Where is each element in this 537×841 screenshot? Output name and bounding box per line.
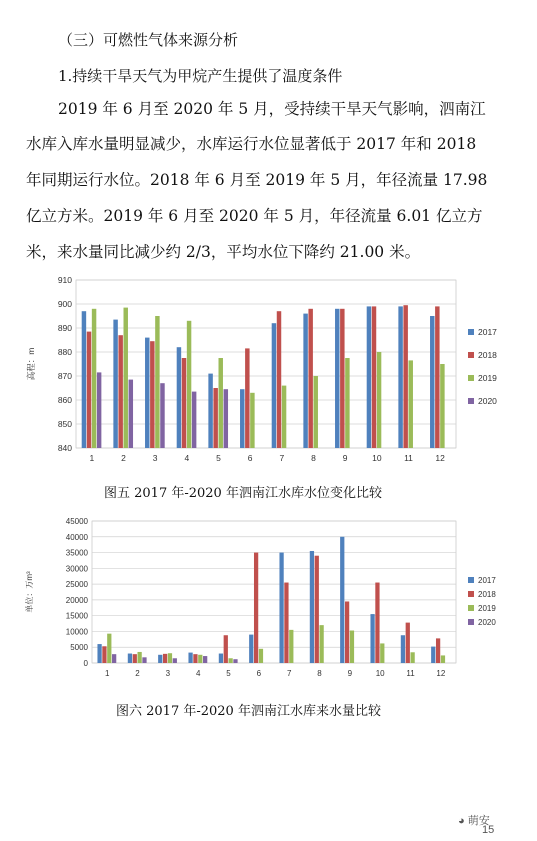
bar-2020-5 (233, 659, 237, 663)
bar-2017-10 (367, 306, 371, 448)
bar-2017-2 (128, 654, 132, 663)
bar-2018-11 (403, 305, 407, 448)
bar-2018-9 (345, 601, 349, 663)
bar-2019-8 (320, 625, 324, 663)
bar-2019-3 (155, 316, 159, 448)
page-number: 15 (482, 824, 495, 836)
bar-2018-5 (224, 635, 228, 663)
y-axis-label: 单位：万m³ (25, 571, 34, 613)
para-line-1: 2019 年 6 月至 2020 年 5 月，受持续干旱天气影响，泗南江 (58, 100, 486, 118)
legend-swatch-2020 (468, 398, 474, 404)
bar-2020-2 (142, 657, 146, 663)
x-tick-label: 6 (247, 453, 253, 463)
y-tick-label: 5000 (70, 643, 88, 653)
bar-2018-6 (245, 348, 249, 448)
bar-2019-7 (289, 630, 293, 663)
bar-2020-3 (160, 383, 164, 448)
legend-label-2019: 2019 (478, 373, 497, 383)
legend-swatch-2018 (468, 352, 474, 358)
x-tick-label: 5 (216, 453, 221, 463)
x-tick-label: 10 (375, 669, 385, 678)
bar-2019-2 (138, 652, 142, 663)
x-tick-label: 2 (121, 453, 126, 463)
bar-2018-1 (102, 646, 106, 663)
x-tick-label: 6 (256, 669, 262, 678)
y-tick-label: 850 (57, 419, 72, 429)
x-tick-label: 5 (226, 669, 231, 678)
bar-2017-1 (82, 311, 86, 448)
legend-swatch-2020 (468, 619, 474, 625)
bar-2017-12 (430, 316, 434, 448)
bar-2017-7 (279, 553, 283, 663)
x-tick-label: 7 (279, 453, 285, 463)
y-tick-label: 25000 (65, 580, 88, 590)
bar-2018-12 (435, 306, 439, 448)
y-tick-label: 870 (57, 371, 72, 381)
bar-2020-4 (203, 656, 207, 663)
inflow-chart-svg (16, 512, 516, 687)
x-tick-label: 1 (104, 669, 110, 678)
bar-2017-6 (240, 389, 244, 448)
bar-2018-4 (182, 358, 186, 448)
legend-swatch-2019 (468, 375, 474, 381)
bar-2017-11 (401, 635, 405, 663)
bar-2017-3 (145, 338, 149, 448)
bar-2017-5 (208, 374, 212, 448)
bar-2019-5 (219, 358, 223, 448)
bar-2017-9 (340, 537, 344, 663)
y-tick-label: 35000 (65, 548, 88, 558)
x-tick-label: 4 (195, 669, 201, 678)
bar-2018-2 (118, 335, 122, 448)
bar-2017-1 (97, 644, 101, 663)
y-tick-label: 880 (57, 347, 72, 357)
bar-2017-12 (431, 647, 435, 663)
bar-2018-7 (277, 311, 281, 448)
x-tick-label: 11 (404, 453, 413, 463)
bar-2018-10 (372, 306, 376, 448)
y-tick-label: 900 (57, 299, 72, 309)
x-tick-label: 12 (435, 453, 445, 463)
legend-swatch-2017 (468, 329, 474, 335)
bar-2018-1 (87, 332, 91, 448)
bar-2020-3 (173, 658, 177, 663)
bar-2018-3 (150, 341, 154, 448)
y-tick-label: 30000 (65, 564, 88, 574)
bar-2017-2 (113, 320, 117, 448)
bar-2018-4 (193, 654, 197, 663)
bar-2018-3 (163, 654, 167, 663)
bar-2019-2 (124, 308, 128, 448)
x-tick-label: 9 (342, 453, 348, 463)
bar-2019-1 (92, 309, 96, 448)
para-line-3: 年同期运行水位。2018 年 6 月至 2019 年 5 月，年径流量 17.98 (26, 171, 488, 189)
subheading: 1.持续干旱天气为甲烷产生提供了温度条件 (58, 67, 343, 85)
bar-2019-11 (411, 652, 415, 663)
bar-2017-8 (310, 551, 314, 663)
y-tick-label: 890 (57, 323, 72, 333)
bar-2018-8 (308, 309, 312, 448)
x-tick-label: 2 (135, 669, 140, 678)
bar-2019-6 (259, 649, 263, 663)
bar-2017-6 (249, 635, 253, 663)
bar-2017-5 (219, 654, 223, 663)
bar-2018-5 (213, 388, 217, 448)
bar-2017-7 (272, 323, 276, 448)
y-axis-label: 高程：m (26, 347, 36, 381)
bar-2018-6 (254, 553, 258, 663)
bar-2017-9 (335, 309, 339, 448)
figure5-caption: 图五 2017 年-2020 年泗南江水库水位变化比较 (104, 486, 382, 501)
y-tick-label: 840 (57, 443, 72, 453)
x-tick-label: 8 (317, 669, 322, 678)
bar-2018-12 (436, 638, 440, 663)
bar-2018-8 (315, 556, 319, 663)
bar-2019-3 (168, 653, 172, 663)
bar-2019-5 (229, 658, 233, 663)
bar-2019-9 (345, 358, 349, 448)
water-level-chart (16, 272, 516, 476)
para-line-2: 水库入库水量明显减少，水库运行水位显著低于 2017 年和 2018 (26, 135, 477, 153)
legend-label-2018: 2018 (478, 590, 496, 599)
x-tick-label: 7 (286, 669, 292, 678)
bar-2020-1 (97, 372, 101, 448)
x-tick-label: 1 (89, 453, 95, 463)
x-tick-label: 12 (436, 669, 446, 678)
bar-2019-12 (441, 655, 445, 663)
y-tick-label: 10000 (65, 627, 88, 637)
y-tick-label: 20000 (65, 595, 88, 605)
bar-2019-11 (409, 360, 413, 448)
legend-label-2020: 2020 (478, 396, 497, 406)
bar-2020-2 (129, 380, 133, 448)
bar-2019-10 (377, 352, 381, 448)
y-tick-label: 15000 (65, 611, 88, 621)
legend-label-2017: 2017 (478, 327, 497, 337)
watermark-text: 萌安 (467, 815, 490, 827)
bar-2019-10 (380, 643, 384, 663)
x-tick-label: 4 (184, 453, 190, 463)
bar-2020-1 (112, 654, 116, 663)
bar-2019-4 (187, 321, 191, 448)
y-tick-label: 40000 (65, 532, 88, 542)
bar-2019-12 (440, 364, 444, 448)
bar-2017-4 (188, 653, 192, 663)
bar-2018-11 (406, 623, 410, 663)
bar-2019-7 (282, 386, 286, 448)
inflow-chart (16, 512, 516, 691)
y-tick-label: 45000 (65, 517, 88, 526)
legend-swatch-2018 (468, 591, 474, 597)
bar-2018-10 (375, 583, 379, 663)
bar-2017-4 (177, 347, 181, 448)
bar-2018-2 (133, 654, 137, 663)
bar-2020-4 (192, 392, 196, 448)
figure6-caption: 图六 2017 年-2020 年泗南江水库来水量比较 (116, 704, 381, 719)
x-tick-label: 10 (372, 453, 382, 463)
water-level-chart-svg (16, 272, 516, 472)
bar-2020-5 (224, 389, 228, 448)
bar-2019-6 (250, 393, 254, 448)
y-tick-label: 910 (57, 275, 72, 285)
legend-label-2018: 2018 (478, 350, 497, 360)
para-line-4: 亿立方米。2019 年 6 月至 2020 年 5 月，年径流量 6.01 亿立方 (26, 207, 483, 225)
bar-2018-7 (284, 583, 288, 663)
bar-2017-3 (158, 655, 162, 663)
bar-2017-8 (303, 314, 307, 448)
bar-2019-8 (314, 376, 318, 448)
wechat-icon: ◕ (458, 815, 465, 827)
section-heading: （三）可燃性气体来源分析 (58, 31, 239, 49)
bar-2019-1 (107, 634, 111, 663)
para-line-5: 米，来水量同比减少约 2/3，平均水位下降约 21.00 米。 (26, 243, 421, 261)
x-tick-label: 3 (165, 669, 171, 678)
y-tick-label: 860 (57, 395, 72, 405)
legend-label-2019: 2019 (478, 604, 496, 613)
bar-2017-10 (370, 614, 374, 663)
bar-2019-4 (198, 655, 202, 663)
bar-2019-9 (350, 630, 354, 663)
legend-swatch-2017 (468, 577, 474, 583)
x-tick-label: 11 (406, 669, 415, 678)
bar-2018-9 (340, 309, 344, 448)
x-tick-label: 3 (152, 453, 158, 463)
bar-2017-11 (398, 306, 402, 448)
legend-label-2017: 2017 (478, 576, 496, 585)
legend-swatch-2019 (468, 605, 474, 611)
x-tick-label: 9 (347, 669, 353, 678)
x-tick-label: 8 (311, 453, 316, 463)
legend-label-2020: 2020 (478, 618, 496, 627)
y-tick-label: 0 (83, 659, 88, 668)
